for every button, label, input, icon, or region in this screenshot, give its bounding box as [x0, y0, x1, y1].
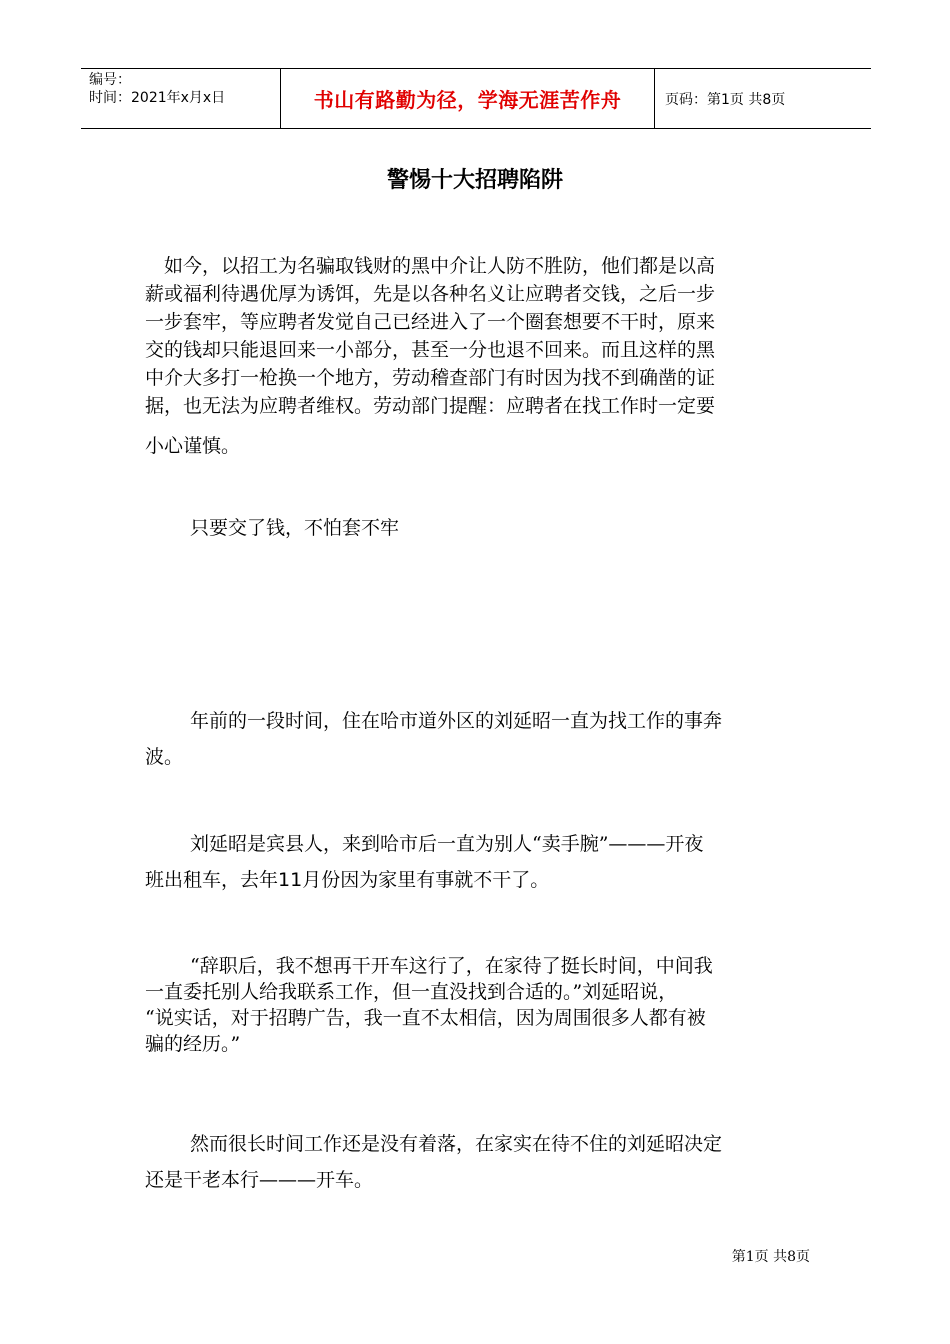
paragraph-liu-quote: [145, 953, 810, 1057]
text-line: 然而很长时间工作还是没有着落，在家实在待不住的刘延昭决定: [190, 1133, 723, 1155]
text-line: 小心谨慎。: [145, 435, 241, 457]
text-line: 一直委托别人给我联系工作，但一直没找到合适的。”刘延昭说，: [145, 981, 678, 1003]
text-line: 波。: [145, 746, 184, 768]
month-number: 11: [278, 869, 303, 891]
paragraph-liu-background: [145, 826, 810, 898]
document-title: 警惕十大招聘陷阱: [386, 168, 563, 193]
text-line: 只要交了钱，不怕套不牢: [190, 517, 400, 539]
paragraph-subheading: [190, 515, 855, 542]
header-page-number: 页码：第1页 共8页: [665, 91, 786, 108]
text-line: 中介大多打一枪换一个地方，劳动稽查部门有时因为找不到确凿的证: [145, 367, 716, 389]
text-line: 据，也无法为应聘者维权。劳动部门提醒：应聘者在找工作时一定要: [145, 395, 716, 417]
text-line: 年前的一段时间，住在哈市道外区的刘延昭一直为找工作的事奔: [190, 710, 723, 732]
text-line: 骗的经历。”: [145, 1033, 241, 1055]
text-line: 一步套牢，等应聘者发觉自己已经进入了一个圈套想要不干时，原来: [145, 311, 716, 333]
document-header: [81, 68, 871, 129]
text-line: 刘延昭是宾县人，来到哈市后一直为别人“卖手腕”———开夜: [190, 833, 704, 855]
text-line: 交的钱却只能退回来一小部分，甚至一分也退不回来。而且这样的黑: [145, 339, 716, 361]
header-motto: 书山有路勤为径，学海无涯苦作舟: [281, 69, 655, 128]
paragraph-intro: [145, 252, 810, 460]
header-number: 编号：: [89, 72, 131, 88]
paragraph-liu-job-search: [145, 703, 810, 775]
footer-page-number: 第1页 共8页: [731, 1249, 810, 1265]
header-time: 时间：2021年x月x日: [89, 90, 226, 106]
text-line: 还是干老本行———开车。: [145, 1169, 374, 1191]
text-line: “说实话，对于招聘广告，我一直不太相信，因为周围很多人都有被: [145, 1007, 706, 1029]
text-segment: 月份因为家里有事就不干了。: [302, 869, 550, 891]
text-line: 薪或福利待遇优厚为诱饵，先是以各种名义让应聘者交钱，之后一步: [145, 283, 716, 305]
paragraph-back-to-driving: [145, 1126, 810, 1198]
header-meta: [81, 69, 281, 128]
text-line: 如今，以招工为名骗取钱财的黑中介让人防不胜防，他们都是以高: [145, 255, 716, 277]
text-line: [145, 862, 810, 898]
text-segment: 班出租车，去年: [145, 869, 279, 891]
text-line: “辞职后，我不想再干开车这行了，在家待了挺长时间，中间我: [190, 955, 713, 977]
